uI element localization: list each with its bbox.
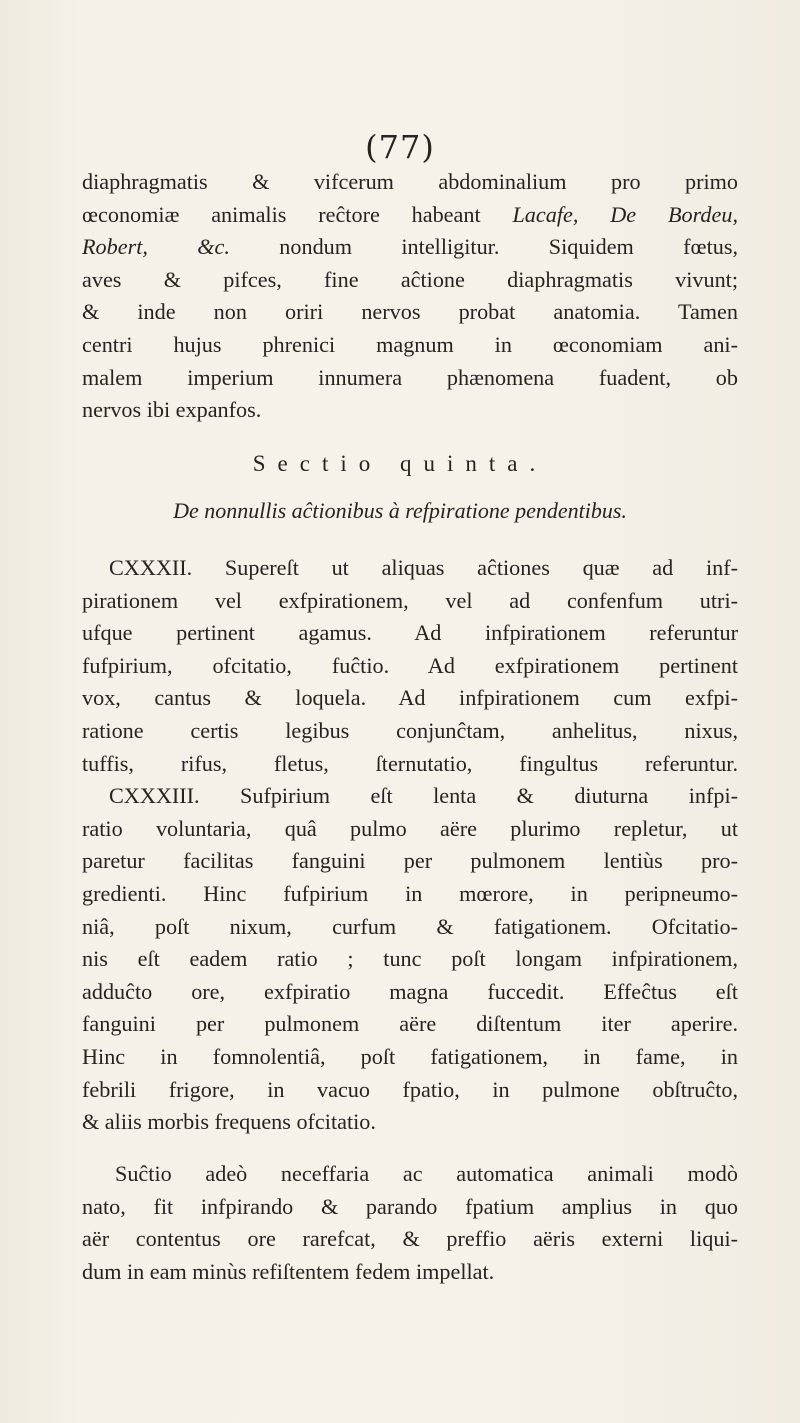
text-line: vox, cantus & loquela. Ad infpirationem cum exfpi- bbox=[82, 685, 738, 711]
text-line: febrili frigore, in vacuo fpatio, in pulmone obſtruĉto, bbox=[82, 1076, 738, 1102]
paragraph-3 bbox=[82, 1158, 738, 1288]
text-line: ratio voluntaria, quâ pulmo aëre plurimo repletur, ut bbox=[82, 815, 738, 841]
text-line: adduĉto ore, exfpiratio magna fuccedit. Effeĉtus eſt bbox=[82, 978, 738, 1004]
text-line: & aliis morbis frequens ofcitatio. bbox=[82, 1109, 376, 1135]
text-line: niâ, poſt nixum, curfum & fatigationem. Ofcitatio- bbox=[82, 913, 738, 939]
section-heading: Sectio quinta. bbox=[252, 451, 548, 476]
paragraph-2 bbox=[82, 552, 738, 1139]
page-number: (77) bbox=[365, 128, 435, 166]
text-line: & inde non oriri nervos probat anatomia. Tamen bbox=[82, 299, 738, 325]
text-line: nis eſt eadem ratio ; tunc poſt longam infpirationem, bbox=[82, 946, 738, 972]
text-line: ufque pertinent agamus. Ad infpirationem referuntur bbox=[82, 620, 738, 646]
section-subtitle: De nonnullis aĉtionibus à refpiratione pendentibus. bbox=[173, 498, 627, 523]
text-line: nato, fit infpirando & parando fpatium amplius in quo bbox=[82, 1193, 738, 1219]
text-line: ratione certis legibus conjunĉtam, anhelitus, nixus, bbox=[82, 717, 738, 743]
text-line: CXXXII. Supereſt ut aliquas aĉtiones quæ ad inf- bbox=[109, 555, 738, 580]
text-line: pirationem vel exfpirationem, vel ad confenfum utri- bbox=[82, 587, 738, 613]
text-line: dum in eam minùs refiſtentem fedem impellat. bbox=[82, 1258, 495, 1284]
text-line: malem imperium innumera phænomena fuadent, ob bbox=[82, 364, 738, 390]
text-line: Hinc in fomnolentiâ, poſt fatigationem, in fame, in bbox=[82, 1043, 738, 1069]
text-line: gredienti. Hinc fufpirium in mœrore, in peripneumo- bbox=[82, 880, 738, 906]
text-line: CXXXIII. Sufpirium eſt lenta & diuturna infpi- bbox=[109, 783, 738, 809]
text-line: nervos ibi expanfos. bbox=[82, 397, 262, 423]
text-line: tuffis, rifus, fletus, ſternutatio, fingultus referuntur. bbox=[82, 750, 738, 776]
author-names: Lacafe, De Bordeu, bbox=[512, 201, 738, 227]
text-line: Robert, &c. nondum intelligitur. Siquidem fœtus, bbox=[82, 234, 739, 260]
text-line: fanguini per pulmonem aëre diſtentum iter aperire. bbox=[82, 1011, 738, 1037]
text-line: Suĉtio adeò neceffaria ac automatica animali modò bbox=[115, 1161, 738, 1186]
text-line: paretur facilitas fanguini per pulmonem lentiùs pro- bbox=[82, 848, 738, 874]
text-line: œconomiæ animalis reĉtore habeant Lacafe, De Bordeu, bbox=[82, 201, 738, 227]
text-line: fufpirium, ofcitatio, fuĉtio. Ad exfpirationem pertinent bbox=[82, 652, 738, 678]
text-line: aves & pifces, fine aĉtione diaphragmatis vivunt; bbox=[82, 266, 738, 292]
text-line: diaphragmatis & vifcerum abdominalium pro primo bbox=[82, 169, 738, 194]
text-line: aër contentus ore rarefcat, & preffio aëris externi liqui- bbox=[82, 1226, 738, 1252]
paragraph-1 bbox=[82, 166, 738, 427]
text-line: centri hujus phrenici magnum in œconomiam ani- bbox=[82, 331, 738, 357]
